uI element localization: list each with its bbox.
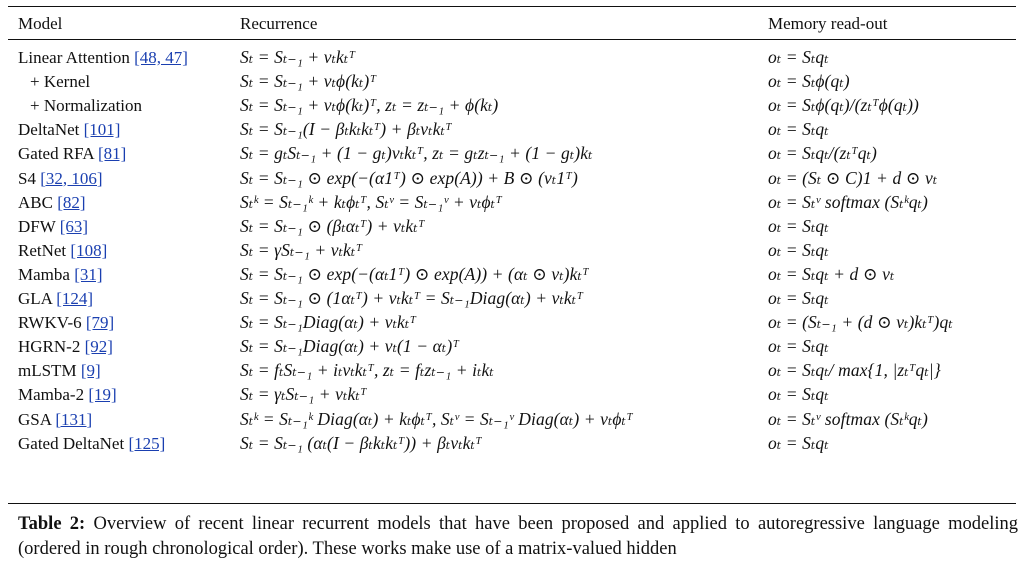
citation-link[interactable]: [63] <box>59 216 89 236</box>
model-name: + Kernel <box>30 72 91 92</box>
citation-link[interactable]: [92] <box>84 337 113 357</box>
recurrence-formula: Sₜ = γₜSₜ₋₁ + vₜkₜᵀ <box>240 384 367 405</box>
table-row <box>0 94 1024 117</box>
model-cell <box>18 46 188 69</box>
readout-formula: oₜ = Sₜqₜ <box>768 239 829 260</box>
model-cell <box>18 335 113 358</box>
model-name: ABC <box>18 192 53 212</box>
model-cell <box>18 311 114 334</box>
model-name: Linear Attention <box>18 48 130 67</box>
readout-formula: oₜ = Sₜqₜ/(zₜᵀqₜ) <box>768 143 877 164</box>
table-row <box>0 215 1024 238</box>
recurrence-formula: Sₜ = Sₜ₋₁ ⊙ (1αₜᵀ) + vₜkₜᵀ = Sₜ₋₁Diag(αₜ) + vₜkₜᵀ <box>240 288 584 308</box>
citation-link[interactable]: [9] <box>80 361 101 381</box>
table-row <box>0 311 1024 334</box>
readout-formula: oₜ = Sₜqₜ <box>768 119 829 140</box>
table-row <box>0 287 1024 310</box>
readout-formula: oₜ = Sₜqₜ <box>768 288 829 308</box>
model-cell <box>18 142 126 165</box>
model-cell <box>18 432 165 455</box>
citation-link[interactable]: [131] <box>55 409 93 429</box>
citation-link[interactable]: [79] <box>85 313 115 333</box>
recurrence-formula: Sₜ = Sₜ₋₁ ⊙ exp(−(α1ᵀ) ⊙ exp(A)) + B ⊙ (vₜ1ᵀ) <box>240 167 578 188</box>
table-top-rule <box>8 6 1016 7</box>
readout-formula: oₜ = Sₜϕ(qₜ)/(zₜᵀϕ(qₜ)) <box>768 95 919 116</box>
citation-link[interactable]: [124] <box>56 289 94 308</box>
recurrence-formula: Sₜ = gₜSₜ₋₁ + (1 − gₜ)vₜkₜᵀ, zₜ = gₜzₜ₋₁ + (1 − gₜ)kₜ <box>240 143 593 164</box>
model-name: GLA <box>18 289 52 308</box>
table-row <box>0 383 1024 406</box>
readout-formula: oₜ = Sₜqₜ <box>768 384 829 405</box>
header-recurrence: Recurrence <box>240 14 318 33</box>
model-cell <box>18 239 107 262</box>
citation-link[interactable]: [81] <box>97 144 127 164</box>
table-header-rule <box>8 39 1016 40</box>
caption-text: Overview of recent linear recurrent models that have been proposed and applied to autoregressive language modeling (ordered in rough chronological order). These works make use of a matrix-valued hidden <box>18 514 1018 559</box>
model-cell <box>18 359 101 382</box>
recurrence-formula: Sₜ = Sₜ₋₁(I − βₜkₜkₜᵀ) + βₜvₜkₜᵀ <box>240 119 452 140</box>
table-row <box>0 359 1024 382</box>
readout-formula: oₜ = Sₜqₜ + d ⊙ vₜ <box>768 263 895 284</box>
recurrence-formula: Sₜ = Sₜ₋₁ ⊙ (βₜαₜᵀ) + vₜkₜᵀ <box>240 215 425 236</box>
model-name: Gated DeltaNet <box>18 433 125 453</box>
model-cell <box>18 191 86 214</box>
table-row <box>0 46 1024 69</box>
recurrence-formula: Sₜᵏ = Sₜ₋₁ᵏ Diag(αₜ) + kₜϕₜᵀ, Sₜᵛ = Sₜ₋₁ᵛ Diag(αₜ) + vₜϕₜᵀ <box>240 408 633 429</box>
model-cell <box>18 118 120 141</box>
recurrence-formula: Sₜ = γSₜ₋₁ + vₜkₜᵀ <box>240 239 363 260</box>
model-name: mLSTM <box>18 361 77 381</box>
recurrence-formula: Sₜ = Sₜ₋₁Diag(αₜ) + vₜ(1 − αₜ)ᵀ <box>240 336 460 357</box>
table-row <box>0 191 1024 214</box>
citation-link[interactable]: [82] <box>57 192 86 212</box>
table-row <box>0 142 1024 165</box>
recurrence-formula: Sₜ = Sₜ₋₁ (αₜ(I − βₜkₜkₜᵀ)) + βₜvₜkₜᵀ <box>240 432 482 453</box>
header-readout: Memory read-out <box>768 14 888 33</box>
table-row <box>0 408 1024 431</box>
readout-formula: oₜ = Sₜϕ(qₜ) <box>768 71 850 92</box>
model-name: RetNet <box>18 240 67 260</box>
recurrence-formula: Sₜ = Sₜ₋₁ + vₜkₜᵀ <box>240 47 356 67</box>
table-row <box>0 118 1024 141</box>
table-row <box>0 432 1024 455</box>
model-name: S4 <box>18 168 36 188</box>
readout-formula: oₜ = (Sₜ₋₁ + (d ⊙ vₜ)kₜᵀ)qₜ <box>768 312 953 333</box>
recurrence-formula: Sₜ = Sₜ₋₁ ⊙ exp(−(αₜ1ᵀ) ⊙ exp(A)) + (αₜ ⊙ vₜ)kₜᵀ <box>240 263 589 284</box>
citation-link[interactable]: [32, 106] <box>40 168 103 188</box>
recurrence-formula: Sₜᵏ = Sₜ₋₁ᵏ + kₜϕₜᵀ, Sₜᵛ = Sₜ₋₁ᵛ + vₜϕₜᵀ <box>240 191 502 212</box>
model-name: Mamba-2 <box>18 385 85 405</box>
table-bottom-rule <box>8 503 1016 504</box>
header-model: Model <box>18 14 63 33</box>
table-row <box>0 263 1024 286</box>
readout-formula: oₜ = Sₜqₜ <box>768 336 829 357</box>
citation-link[interactable]: [48, 47] <box>134 48 188 67</box>
model-name: RWKV-6 <box>18 313 82 333</box>
model-cell <box>18 383 117 406</box>
model-name: GSA <box>18 409 52 429</box>
model-cell <box>18 287 93 310</box>
model-name: Gated RFA <box>18 144 94 164</box>
recurrence-formula: Sₜ = Sₜ₋₁ + vₜϕ(kₜ)ᵀ <box>240 71 377 92</box>
recurrence-formula: Sₜ = Sₜ₋₁Diag(αₜ) + vₜkₜᵀ <box>240 312 417 333</box>
caption-label: Table 2: <box>18 514 86 534</box>
readout-formula: oₜ = Sₜᵛ softmax (Sₜᵏqₜ) <box>768 408 928 429</box>
citation-link[interactable]: [31] <box>74 264 103 284</box>
table-row <box>0 70 1024 93</box>
model-name: Mamba <box>18 264 70 284</box>
table-row <box>0 335 1024 358</box>
citation-link[interactable]: [101] <box>83 120 121 140</box>
model-cell <box>18 167 103 190</box>
readout-formula: oₜ = Sₜqₜ <box>768 47 829 67</box>
table-row <box>0 167 1024 190</box>
citation-link[interactable]: [19] <box>88 385 117 405</box>
citation-link[interactable]: [125] <box>128 433 166 453</box>
table-caption <box>18 512 1018 562</box>
model-name: DeltaNet <box>18 120 80 140</box>
model-name: + Normalization <box>30 96 143 116</box>
table-header <box>0 12 1024 35</box>
citation-link[interactable]: [108] <box>70 240 108 260</box>
model-cell <box>18 408 92 431</box>
recurrence-formula: Sₜ = fₜSₜ₋₁ + iₜvₜkₜᵀ, zₜ = fₜzₜ₋₁ + iₜkₜ <box>240 360 494 381</box>
model-cell <box>18 263 103 286</box>
model-cell <box>30 94 142 117</box>
model-cell <box>18 215 88 238</box>
model-name: DFW <box>18 216 56 236</box>
readout-formula: oₜ = Sₜᵛ softmax (Sₜᵏqₜ) <box>768 191 928 212</box>
readout-formula: oₜ = (Sₜ ⊙ C)1 + d ⊙ vₜ <box>768 167 938 188</box>
readout-formula: oₜ = Sₜqₜ <box>768 215 829 236</box>
model-name: HGRN-2 <box>18 337 81 357</box>
readout-formula: oₜ = Sₜqₜ/ max{1, |zₜᵀqₜ|} <box>768 360 941 381</box>
readout-formula: oₜ = Sₜqₜ <box>768 432 829 453</box>
recurrence-formula: Sₜ = Sₜ₋₁ + vₜϕ(kₜ)ᵀ, zₜ = zₜ₋₁ + ϕ(kₜ) <box>240 95 499 116</box>
table-row <box>0 239 1024 262</box>
model-cell <box>30 70 90 93</box>
